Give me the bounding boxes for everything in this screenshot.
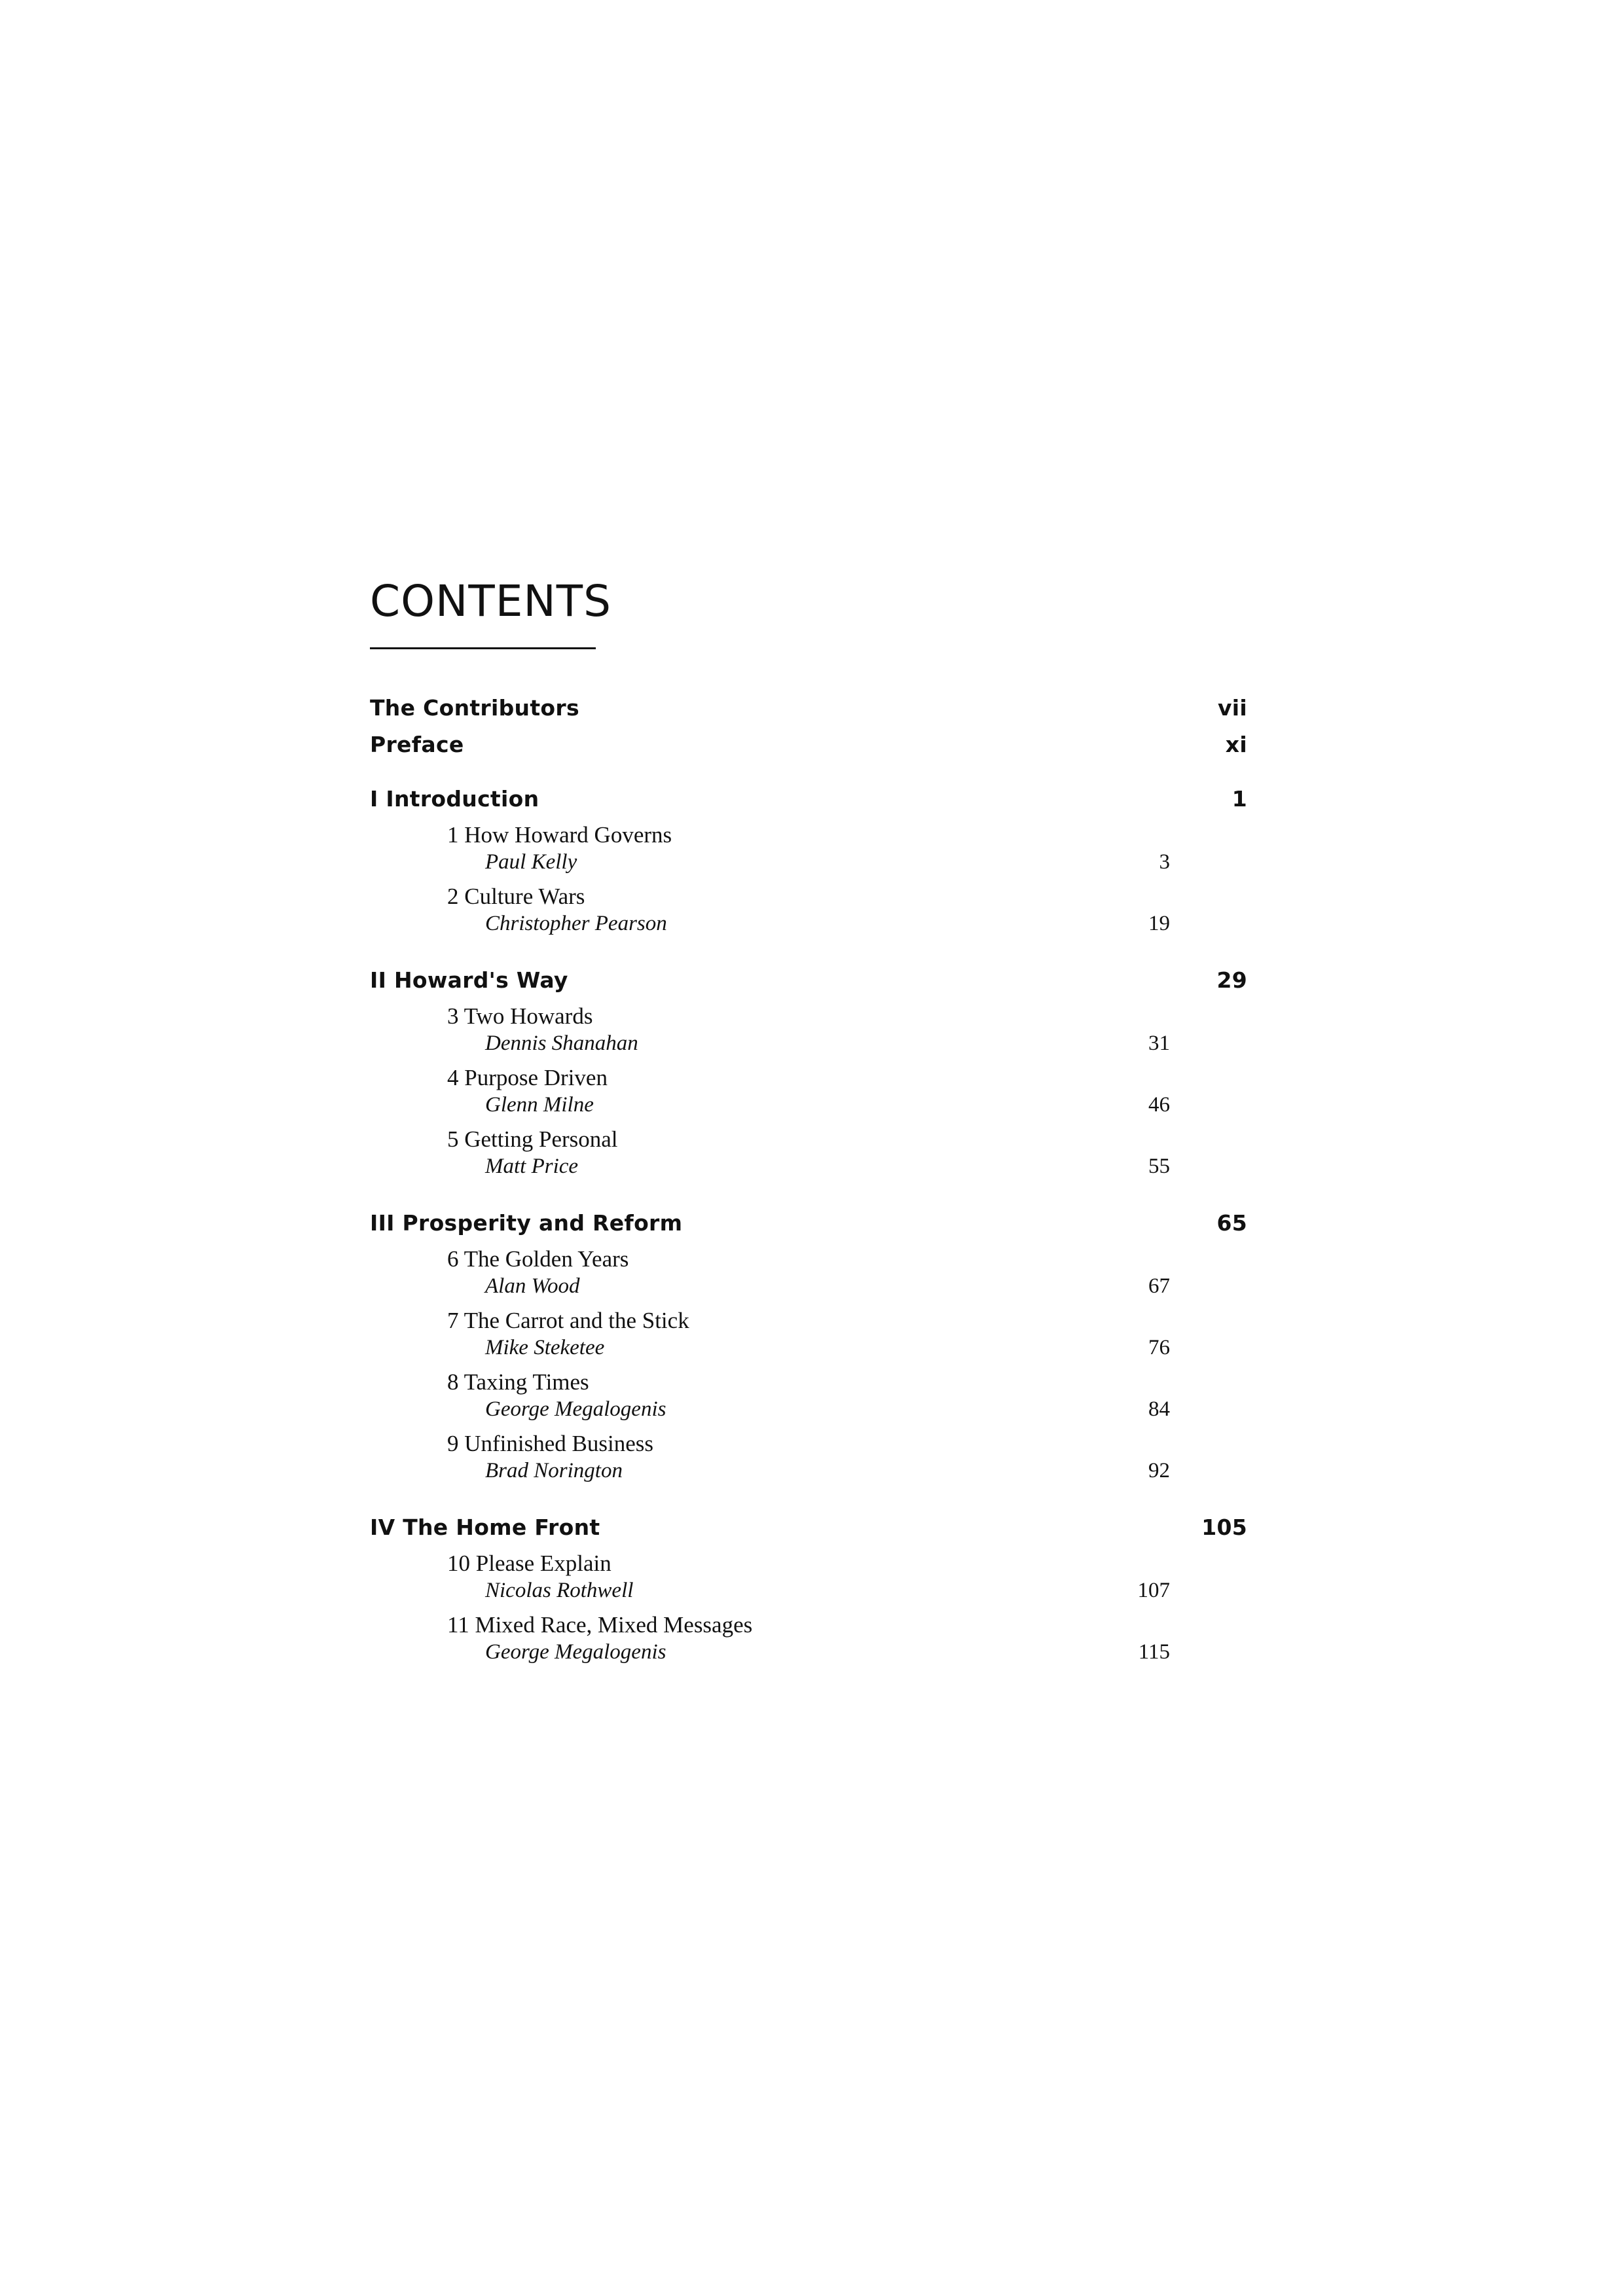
chapter-entry[interactable] [447,1431,1247,1483]
chapter-title-row [447,1308,1170,1334]
chapter-author-row [485,912,1170,936]
part-label: III Prosperity and Reform [370,1210,683,1236]
chapter-entry[interactable] [447,1612,1247,1664]
chapter-title: 2 Culture Wars [447,884,585,909]
chapter-author-row [485,1336,1170,1360]
chapter-page-number: 3 [1159,850,1170,874]
toc-part-3 [370,1210,1247,1483]
chapter-author: George Megalogenis [485,1397,666,1421]
entry-page-number: xi [1225,732,1247,757]
part-page-number: 105 [1201,1515,1247,1540]
chapter-page-number: 115 [1138,1640,1170,1664]
chapter-author: Nicolas Rothwell [485,1579,634,1602]
chapter-author: Dennis Shanahan [485,1031,638,1055]
chapter-author: Paul Kelly [485,850,577,874]
frontmatter-list [370,695,1247,757]
chapter-author: Mike Steketee [485,1336,605,1359]
chapter-title: 11 Mixed Race, Mixed Messages [447,1612,753,1638]
chapter-title: 1 How Howard Governs [447,822,672,848]
chapter-page-number: 67 [1148,1274,1170,1298]
chapter-page-number: 46 [1148,1093,1170,1117]
chapter-author: George Megalogenis [485,1640,666,1664]
part-heading[interactable] [370,967,1247,993]
chapter-entry[interactable] [447,1551,1247,1603]
chapter-title-row [447,1065,1170,1091]
part-heading[interactable] [370,1210,1247,1236]
part-label: IV The Home Front [370,1515,600,1540]
page-title: CONTENTS [370,576,612,626]
chapter-title: 4 Purpose Driven [447,1065,608,1090]
chapter-author-row [485,1155,1170,1179]
chapter-author: Alan Wood [485,1274,580,1298]
part-label: I Introduction [370,786,539,812]
part-label: II Howard's Way [370,967,568,993]
chapter-page-number: 31 [1148,1031,1170,1055]
chapter-title: 9 Unfinished Business [447,1431,653,1456]
part-page-number: 1 [1231,786,1247,812]
toc-entry-contributors[interactable] [370,695,1247,721]
table-of-contents [370,576,1247,1696]
part-heading[interactable] [370,786,1247,812]
chapter-title-row [447,1612,1170,1638]
chapter-title-row [447,1246,1170,1272]
chapter-title: 3 Two Howards [447,1003,593,1029]
entry-label: Preface [370,732,464,757]
chapter-title: 6 The Golden Years [447,1246,629,1272]
chapter-author: Glenn Milne [485,1093,594,1117]
chapter-page-number: 84 [1148,1397,1170,1421]
chapter-page-number: 107 [1137,1579,1170,1602]
chapter-page-number: 19 [1148,912,1170,935]
part-page-number: 65 [1216,1210,1247,1236]
chapter-title-row [447,1126,1170,1153]
chapter-author-row [485,850,1170,874]
chapter-entry[interactable] [447,822,1247,874]
chapter-page-number: 76 [1148,1336,1170,1359]
part-page-number: 29 [1216,967,1247,993]
chapter-entry[interactable] [447,1246,1247,1299]
toc-part-2 [370,967,1247,1179]
chapter-title-row [447,1003,1170,1030]
chapter-title-row [447,822,1170,848]
chapter-author-row [485,1031,1170,1056]
toc-entry-preface[interactable] [370,732,1247,757]
chapter-author: Christopher Pearson [485,912,667,935]
chapter-page-number: 92 [1148,1459,1170,1482]
chapter-author-row [485,1640,1170,1664]
chapter-title-row [447,1369,1170,1395]
chapter-entry[interactable] [447,884,1247,936]
title-divider [370,647,596,649]
chapter-title-row [447,1431,1170,1457]
chapter-title: 10 Please Explain [447,1551,611,1576]
chapter-title-row [447,1551,1170,1577]
chapter-author: Matt Price [485,1155,579,1178]
chapter-page-number: 55 [1148,1155,1170,1178]
chapter-title: 5 Getting Personal [447,1126,618,1152]
chapter-title: 8 Taxing Times [447,1369,589,1395]
chapter-author-row [485,1459,1170,1483]
toc-part-4 [370,1515,1247,1664]
chapter-entry[interactable] [447,1369,1247,1422]
entry-label: The Contributors [370,695,579,721]
chapter-title-row [447,884,1170,910]
chapter-entry[interactable] [447,1003,1247,1056]
entry-page-number: vii [1217,695,1247,721]
chapter-entry[interactable] [447,1126,1247,1179]
chapter-title: 7 The Carrot and the Stick [447,1308,689,1333]
part-heading[interactable] [370,1515,1247,1540]
chapter-entry[interactable] [447,1308,1247,1360]
toc-part-1 [370,786,1247,936]
chapter-author: Brad Norington [485,1459,623,1482]
chapter-author-row [485,1093,1170,1117]
chapter-entry[interactable] [447,1065,1247,1117]
chapter-author-row [485,1274,1170,1299]
chapter-author-row [485,1579,1170,1603]
chapter-author-row [485,1397,1170,1422]
